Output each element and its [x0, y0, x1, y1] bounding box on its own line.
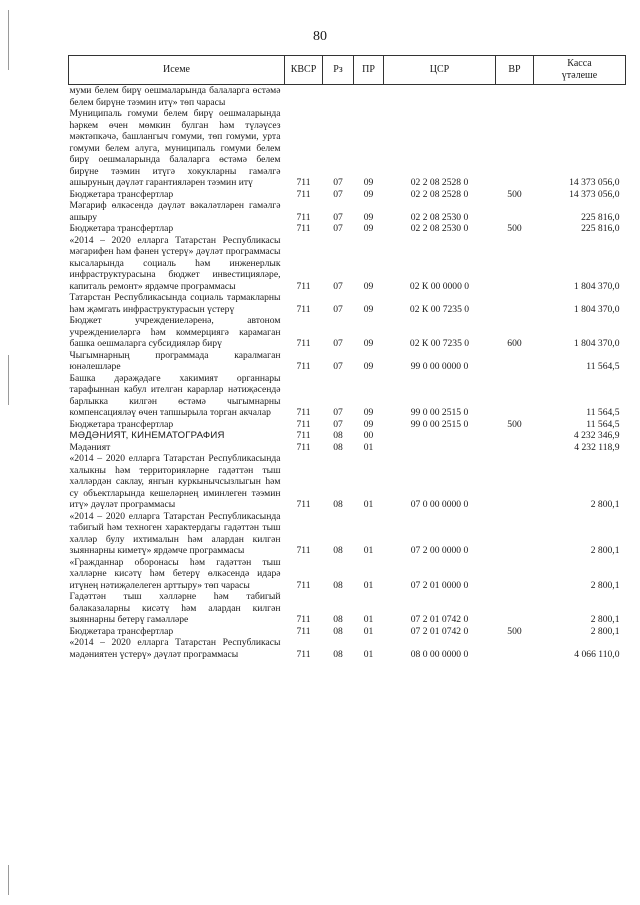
cell-amount: 1 804 370,0 [573, 338, 620, 349]
table-row [69, 430, 626, 442]
cell-csr: 02 2 08 2530 0 [410, 223, 469, 234]
cell-vr [496, 235, 534, 293]
cell-csr: 02 К 00 7235 0 [409, 303, 470, 315]
cell-rz: 08 [333, 579, 343, 591]
cell-amount: 11 564,5 [586, 361, 620, 372]
cell-name: Татарстан Республикасында социаль тармакларны һәм җәмгать инфраструктурасын үстерү [69, 292, 281, 315]
cell-amount: 4 066 110,0 [574, 648, 620, 660]
column-header-amount: Касса үтәлеше [534, 56, 626, 85]
cell-name: Чыгымнарның программада каралмаган юнәлешләре [69, 349, 281, 372]
cell-amount: 14 373 056,0 [569, 188, 620, 200]
cell-csr [384, 442, 496, 454]
table-row [69, 315, 626, 350]
cell-name: Бюджетара трансфертлар [69, 223, 174, 234]
cell-csr: 07 2 01 0000 0 [410, 579, 469, 591]
table-row [69, 189, 626, 201]
table-row [69, 235, 626, 293]
cell-rz: 08 [333, 499, 343, 510]
cell-name: Бюджетара трансфертлар [69, 625, 174, 637]
cell-csr [384, 430, 496, 442]
cell-pr: 09 [363, 418, 374, 430]
cell-vr [496, 373, 534, 419]
cell-csr: 99 0 00 0000 0 [410, 361, 469, 372]
column-header-kvsr: КВСР [285, 56, 323, 85]
table-header-row [69, 56, 626, 85]
cell-kvsr: 711 [296, 625, 311, 637]
cell-csr: 07 2 00 0000 0 [410, 545, 469, 556]
table-row [69, 626, 626, 638]
cell-vr [496, 292, 534, 315]
cell-csr: 02 К 00 0000 0 [409, 280, 470, 292]
cell-amount: 11 564,5 [586, 407, 620, 418]
cell-rz: 08 [333, 545, 343, 556]
cell-amount: 14 373 056,0 [569, 177, 620, 188]
cell-amount: 2 800,1 [590, 499, 620, 510]
cell-kvsr: 711 [296, 211, 311, 223]
table-row [69, 637, 626, 660]
cell-kvsr: 711 [296, 499, 311, 510]
cell-vr [496, 557, 534, 592]
column-header-csr: ЦСР [384, 56, 496, 85]
cell-pr: 01 [363, 499, 374, 510]
cell-kvsr: 711 [296, 407, 311, 418]
cell-pr: 00 [363, 430, 374, 441]
cell-rz: 08 [333, 648, 343, 660]
cell-pr: 09 [363, 188, 374, 200]
cell-vr [496, 511, 534, 557]
cell-name: муми белем бирү оешмаларында балаларга өстәмә белем бирүне тәэмин итү» төп чарасы [69, 85, 281, 108]
cell-vr [496, 350, 534, 373]
cell-vr: 500 [507, 625, 522, 637]
cell-vr: 500 [507, 418, 522, 430]
cell-kvsr: 711 [296, 223, 311, 234]
cell-amount: 1 804 370,0 [573, 303, 620, 315]
cell-rz: 07 [333, 280, 343, 292]
cell-name: «Гражданнар оборонасы һәм гадәттән тыш хәлләрне кисәтү һәм бетерү өлкәсендә идарә итүнең нәтиҗәлелеген арттыру» төп чарасы [69, 556, 281, 591]
cell-name: Муниципаль гомуми белем бирү оешмаларында һәркем өчен мөмкин булган һәм түләүсез мәктәпкәчә, башлангыч гомуми, төп гомуми, урта гомуми белем алуга, муниципаль гомуми белем бирү оешмаларында балаларга өстәмә белем бирүне тәэмин итүгә хокукларны гамәлгә ашыруның дәүләт гарантияләрен тәэмин итү [69, 108, 281, 188]
cell-amount: 4 232 346,9 [573, 430, 620, 441]
cell-pr: 09 [363, 280, 374, 292]
column-header-name: Исеме [69, 56, 285, 85]
cell-name: Бюджетара трансфертлар [69, 418, 174, 430]
cell-rz: 08 [333, 441, 343, 453]
cell-amount: 2 800,1 [590, 545, 620, 556]
cell-pr: 01 [363, 648, 374, 660]
cell-pr: 09 [363, 303, 374, 315]
cell-csr: 99 0 00 2515 0 [410, 418, 469, 430]
cell-pr: 01 [363, 614, 374, 625]
cell-kvsr: 711 [296, 430, 311, 441]
cell-pr: 01 [363, 579, 374, 591]
cell-amount: 11 564,5 [586, 418, 620, 430]
table-row [69, 557, 626, 592]
cell-vr [496, 108, 534, 189]
cell-amount: 2 800,1 [590, 579, 620, 591]
cell-pr: 09 [363, 177, 374, 188]
cell-csr: 08 0 00 0000 0 [410, 648, 469, 660]
cell-kvsr: 711 [296, 441, 311, 453]
cell-name: «2014 – 2020 елларга Татарстан Республикасы мәгарифен һәм фәнен үстерү» дәүләт программасы кысаларында социаль һәм инженерлык инфраструктурасына бюджет инвестицияләре, капиталь ремонт» ярдәмче программасы [69, 234, 281, 292]
cell-kvsr: 711 [296, 188, 311, 200]
table-row [69, 200, 626, 223]
cell-rz: 07 [333, 223, 343, 234]
cell-name: Гадәттән тыш хәлләрне һәм табигый бәлаказаларны кисәтү һәм алардан килгән зыяннарны бетерү гамәлләре [69, 591, 281, 625]
margin-mark [8, 355, 9, 405]
cell-amount: 225 816,0 [581, 211, 620, 223]
margin-mark [8, 865, 9, 895]
cell-rz: 07 [333, 407, 343, 418]
column-header-rz: Рз [323, 56, 354, 85]
cell-amount [534, 85, 626, 109]
cell-name: «2014 – 2020 елларга Татарстан Республикасында халыкны һәм территорияләрне гадәттән тыш хәлләрдән саклау, янгын куркынычсызлыгын һәм су объектларында кешеләрнең иминлеген тәэмин итү» дәүләт программасы [69, 453, 281, 510]
cell-kvsr: 711 [296, 303, 311, 315]
cell-csr: 07 0 00 0000 0 [410, 499, 469, 510]
table-row [69, 223, 626, 235]
cell-csr: 02 К 00 7235 0 [409, 338, 470, 349]
cell-pr: 09 [363, 223, 374, 234]
cell-rz: 08 [333, 430, 343, 441]
table-row [69, 292, 626, 315]
cell-name: Бюджет учреждениеләренә, автоном учреждениеләргә һәм коммерциягә карамаган башка оешмаларга субсидияләр бирү [69, 315, 281, 349]
table-row [69, 350, 626, 373]
cell-pr: 01 [363, 625, 374, 637]
cell-vr [496, 637, 534, 660]
cell-vr [496, 591, 534, 626]
cell-name: Башка дәрәҗәдәге хакимият органнары тарафыннан кабул ителгән карарлар нәтиҗәсендә барлыкка килгән өстәмә чыгымнарны компенсацияләү өчен тапшырыла торган акчалар [69, 372, 281, 418]
cell-pr: 09 [363, 338, 374, 349]
cell-kvsr: 711 [296, 648, 311, 660]
cell-rz: 08 [333, 625, 343, 637]
cell-amount: 4 232 118,9 [574, 441, 620, 453]
cell-name: Бюджетара трансфертлар [69, 188, 174, 200]
cell-vr: 500 [507, 188, 522, 200]
cell-kvsr [285, 85, 323, 109]
cell-kvsr: 711 [296, 614, 311, 625]
cell-rz: 07 [333, 361, 343, 372]
cell-vr: 600 [507, 338, 522, 349]
cell-csr: 99 0 00 2515 0 [410, 407, 469, 418]
cell-rz: 07 [333, 418, 343, 430]
cell-pr [354, 85, 384, 109]
table-row [69, 108, 626, 189]
cell-vr: 500 [507, 223, 522, 234]
cell-kvsr: 711 [296, 177, 311, 188]
cell-rz: 07 [333, 211, 343, 223]
cell-rz: 07 [333, 188, 343, 200]
table-row [69, 442, 626, 454]
cell-kvsr: 711 [296, 280, 311, 292]
cell-name: «2014 – 2020 елларга Татарстан Республикасында табигый һәм техноген характердагы гадәттән тыш хәлләр булу ихтималын һәм алардан килгән зыяннарны киметү» ярдәмче программасы [69, 510, 281, 556]
cell-csr: 02 2 08 2528 0 [410, 177, 469, 188]
cell-rz: 07 [333, 338, 343, 349]
table-row [69, 591, 626, 626]
cell-amount: 2 800,1 [590, 625, 620, 637]
cell-amount: 1 804 370,0 [573, 280, 620, 292]
cell-vr [496, 442, 534, 454]
cell-name: Мәдәният [69, 441, 111, 453]
cell-rz: 07 [333, 303, 343, 315]
table-row [69, 453, 626, 511]
cell-kvsr: 711 [296, 579, 311, 591]
table-row [69, 419, 626, 431]
cell-name: «2014 – 2020 елларга Татарстан Республикасы мәдәниятен үстерү» дәүләт программасы [69, 637, 281, 660]
cell-csr: 02 2 08 2530 0 [410, 211, 469, 223]
table-row [69, 373, 626, 419]
cell-pr: 09 [363, 361, 374, 372]
table-row [69, 511, 626, 557]
cell-name: Мәгариф өлкәсендә дәүләт вәкаләтләрен гамәлгә ашыру [69, 200, 281, 223]
cell-kvsr: 711 [296, 545, 311, 556]
page-number: 80 [313, 29, 327, 44]
cell-kvsr: 711 [296, 361, 311, 372]
cell-rz: 08 [333, 614, 343, 625]
cell-amount: 225 816,0 [581, 223, 620, 234]
cell-pr: 01 [363, 545, 374, 556]
cell-pr: 09 [363, 407, 374, 418]
cell-pr: 09 [363, 211, 374, 223]
cell-name: МӘДӘНИЯТ, КИНЕМАТОГРАФИЯ [69, 430, 225, 441]
column-header-pr: ПР [354, 56, 384, 85]
budget-table [68, 55, 626, 660]
cell-csr: 02 2 08 2528 0 [410, 188, 469, 200]
cell-rz [323, 85, 354, 109]
table-body [69, 85, 626, 661]
cell-kvsr: 711 [296, 338, 311, 349]
cell-vr [496, 200, 534, 223]
cell-csr [384, 85, 496, 109]
cell-csr: 07 2 01 0742 0 [410, 625, 469, 637]
cell-pr: 01 [363, 441, 374, 453]
cell-kvsr: 711 [296, 418, 311, 430]
cell-amount: 2 800,1 [590, 614, 620, 625]
table-row [69, 85, 626, 109]
cell-vr [496, 430, 534, 442]
column-header-vr: ВР [496, 56, 534, 85]
cell-vr [496, 85, 534, 109]
cell-csr: 07 2 01 0742 0 [410, 614, 469, 625]
cell-vr [496, 453, 534, 511]
cell-rz: 07 [333, 177, 343, 188]
